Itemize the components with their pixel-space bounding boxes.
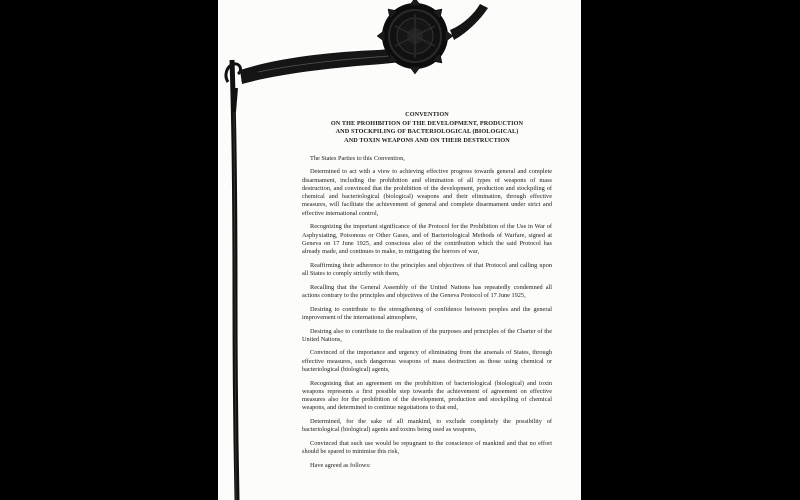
- preamble-paragraph: Determined to act with a view to achieving effective progress towards general and complete disarmament, including the prohibition and elimination of all types of weapons of mass destruction, and convinced that the prohibition of the development, production and stockpiling of chemical and bacteriological (biological) weapons and their elimination, through effective measures, will facilitate the achievement of general and complete disarmament under strict and effective international control,: [302, 168, 552, 217]
- closing-line: Have agreed as follows:: [310, 461, 371, 469]
- title-line: ON THE PROHIBITION OF THE DEVELOPMENT, PRODUCTION: [330, 119, 524, 127]
- preamble-paragraph: Convinced that such use would be repugnant to the conscience of mankind and that no effort should be spared to minimise this risk,: [302, 439, 552, 456]
- preamble-paragraph: Recognizing the important significance of the Protocol for the Prohibition of the Use in War of Asphyxiating, Poisonous or Other Gases, and of Bacteriological Methods of Warfare, signed at Geneva on 17 June 1925, and conscious also of the contribution which the said Protocol has already made, and continues to make, to mitigating the horrors of war,: [302, 223, 552, 256]
- preamble-paragraph: Desiring also to contribute to the realisation of the purposes and principles of the Charter of the United Nations,: [302, 327, 552, 343]
- title-line: AND STOCKPILING OF BACTERIOLOGICAL (BIOLOGICAL): [335, 128, 519, 136]
- title-line: CONVENTION: [405, 111, 449, 118]
- preamble-paragraph: Desiring to contribute to the strengthening of confidence between peoples and the general improvement of the international atmosphere,: [302, 305, 552, 321]
- preamble-paragraph: Determined, for the sake of all mankind, to exclude completely the possibility of bacteriological (biological) agents and toxins being used as weapons,: [302, 418, 552, 434]
- preamble-paragraph: Convinced of the importance and urgency of eliminating from the arsenals of States, through effective measures, such dangerous weapons of mass destruction as those using chemical or bacteriological (biological) agents,: [302, 349, 552, 373]
- preamble-paragraph: The States Parties to this Convention,: [310, 155, 405, 163]
- preamble-paragraph: Reaffirming their adherence to the principles and objectives of that Protocol and calling upon all States to comply strictly with them,: [302, 261, 552, 278]
- document-title: [294, 111, 560, 145]
- title-line: AND TOXIN WEAPONS AND ON THEIR DESTRUCTION: [344, 136, 510, 144]
- preamble-paragraph: Recognising that an agreement on the prohibition of bacteriological (biological) and toxin weapons represents a first possible step towards the achievement of agreement on effective measures also for the prohibition of the development, production and stockpiling of chemical weapons, and determined to continue negotiations to that end,: [302, 379, 552, 412]
- preamble-paragraph: Recalling that the General Assembly of the United Nations has repeatedly condemned all actions contrary to the principles and objectives of the Geneva Protocol of 17 June 1925,: [302, 283, 552, 300]
- convention-text: [302, 111, 552, 475]
- seal-icon: [377, 0, 453, 74]
- document-page: [218, 0, 581, 500]
